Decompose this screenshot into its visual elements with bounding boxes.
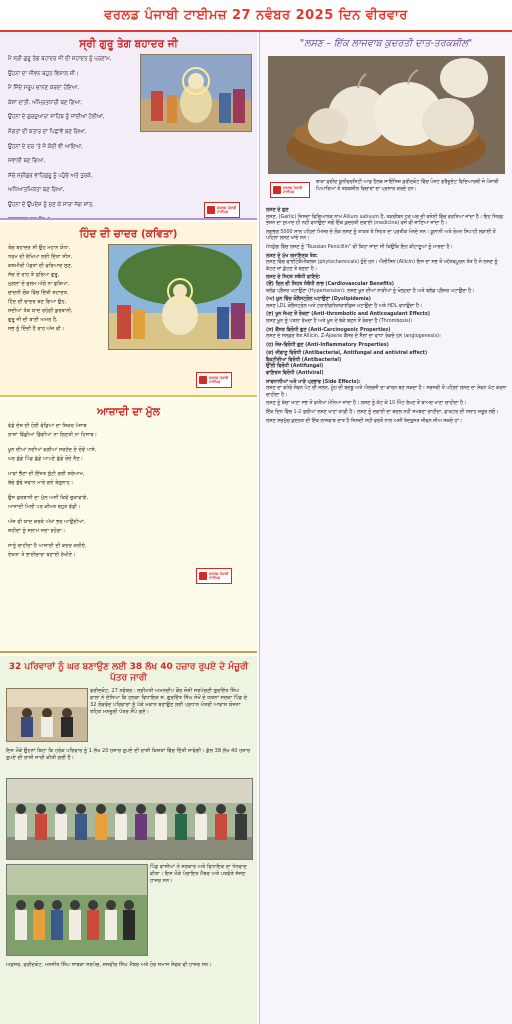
- poem-line: ਸਭ ਨੂੰ ਦਿੰਦੀ ਹੈ ਰਾਹ ਅੱਜ ਵੀ।: [8, 326, 65, 332]
- logo-mark-icon: [207, 206, 215, 214]
- poem-line: ਲਾਸ਼ਾਂ ਵਿੱਛੀਆਂ ਡਿੱਗੀਆਂ ਨਾ ਗਿਣਤੀ ਨਾ ਹਿਸਾਬ।: [8, 432, 98, 438]
- poem-line: ਸਦੀਆਂ ਤੱਕ ਯਾਦ ਰਹੇਗੀ ਕੁਰਬਾਨੀ,: [8, 308, 73, 314]
- poem-line: ਮੁਗਲਾਂ ਦੇ ਜ਼ੁਲਮ ਅੱਗੇ ਨਾ ਝੁਕਿਆ,: [8, 281, 70, 287]
- article-paragraph: ਲਸਣ ਨੂੰ ਕੱਚਾ ਖਾਣਾ ਸਭ ਤੋਂ ਵਧੀਆ ਮੰਨਿਆ ਜਾਂਦਾ ਹੈ। ਲਸਣ ਨੂੰ ਕੱਟ ਕੇ 10 ਮਿੰਟ ਰੱਖਣ ਤੋਂ ਬਾਅਦ ਖਾਣਾ ਚਾਹੀਦਾ ਹੈ।: [266, 401, 467, 407]
- publisher-logo: [196, 372, 232, 388]
- group-photo-1: [6, 778, 253, 860]
- article-title: ਹਿੰਦ ਦੀ ਚਾਦਰ (ਕਵਿਤਾ): [79, 228, 178, 240]
- guru-tree-painting-image: [108, 244, 252, 350]
- article-subheading: ਵਾਇਰਸ ਵਿਰੋਧੀ (Antiviral): [266, 371, 324, 377]
- poem-line: ਕੇਸਾਂ ਦਾਤੀ, ਅੰਮ੍ਰਿਤਧਾਰੀ ਬਣ ਗਿਆ,: [8, 99, 83, 106]
- logo-mark-icon: [199, 572, 207, 580]
- poem-line: ਸਵਾਲੀ ਬਣ ਗਿਆ,: [8, 158, 46, 165]
- poem-line: ਬੱਚੇ ਬੁੱਢੇ ਜਵਾਨ ਮਾਰੇ ਗਏ ਬੇਗੁਨਾਹ।: [8, 480, 74, 486]
- article-paragraph: ਲਸਣ ਦੇ ਸਲਫ਼ਰ ਤੱਤ Allicin, Z-Ajoene ਕੈਂਸਰ ਦੇ ਸੈੱਲਾਂ ਦਾ ਵਾਧਾ ਰੋਕਦੇ ਹਨ (angiogenesis)।: [266, 334, 441, 340]
- article-subheading: (ੲ) ਖੂਨ ਜੰਮਣ ਤੋਂ ਰੋਕਣਾ (Anti-thrombotic and Anticoagulant Effects): [266, 312, 430, 318]
- poem-line: ਚਾਂਦਨੀ ਚੌਕ ਵਿੱਚ ਦਿੱਤੀ ਸ਼ਹਾਦਤ,: [8, 290, 69, 296]
- article-subheading: ਲਸਣ ਦੇ ਗੁਣ: [266, 208, 289, 213]
- article-footer: [6, 962, 251, 971]
- poem-line: ਸ਼ਰਧਾਵਾਨ ਬਣ ਗਿਆ,: [8, 216, 52, 220]
- garlic-intro: ਬਾਕਾ ਫ਼ਰੀਦ ਯੂਨੀਵਰਸਿਟੀ ਆਫ਼ ਹੈਲਥ ਸਾਇੰਸਿਜ਼ ਫ਼ਰੀਦਕੋਟ ਵਿੱਚ ਪੋਸਟ ਗਰੈਜੂਏਟ ਵਿਦਿਆਰਥੀ ਜੋ ਪੰਜਾਬੀ ਪਿਆਰਿਆਂ ਤੇ ਤਰਕਸ਼ੀਲ ਵਿਚਾਰਾਂ ਦਾ ਪ੍ਰਸਾਰ ਕਰਦੇ ਹਨ।: [316, 180, 499, 192]
- logo-mark-icon: [199, 376, 207, 384]
- poem-body: [8, 245, 108, 333]
- poem-line: ਗੁਰੂ ਜੀ ਦੀ ਬਾਣੀ ਅਮਰ ਹੈ,: [8, 317, 58, 323]
- poem-line: ਏਕਤਾ ਤੇ ਭਾਈਚਾਰਾ ਬਣਾਈ ਰੱਖੀਏ।: [8, 552, 76, 558]
- article-side-text: [150, 864, 250, 887]
- article-paragraph: ਇੱਕ ਦਿਨ ਵਿੱਚ 1-2 ਤੁਰੀਆਂ ਲਸਣ ਖਾਣਾ ਕਾਫ਼ੀ ਹੈ। ਲਸਣ ਨੂੰ ਦਵਾਈ ਦਾ ਬਦਲ ਨਹੀਂ ਸਮਝਣਾ ਚਾਹੀਦਾ, ਡਾਕਟਰ ਦੀ ਸਲਾਹ ਜ਼ਰੂਰ ਲਓ।: [266, 410, 499, 416]
- article-subheading: ਲਸਣ ਦੇ ਸਿਹਤ ਸਬੰਧੀ ਫਾਇਦੇ:: [266, 275, 321, 281]
- article-body: [6, 748, 251, 764]
- article-paragraph: ਲਸਣ LDL ਕੋਲੈਸਟ੍ਰੋਲ ਅਤੇ ਟਰਾਈਗਲਿਸਰਾਈਡਜ਼ ਘਟਾਉਂਦਾ ਹੈ ਅਤੇ HDL ਵਧਾਉਂਦਾ ਹੈ।: [266, 303, 423, 309]
- article-subheading: ਸਾਵਧਾਨੀਆਂ ਅਤੇ ਮਾੜੇ ਪ੍ਰਭਾਵ (Side Effects):: [266, 379, 361, 385]
- logo-text: ਵਰਲਡ ਪੰਜਾਬੀ ਟਾਈਮਜ਼: [217, 206, 237, 214]
- article-subheading: (ਅ) ਖ਼ੂਨ ਵਿੱਚ ਕੋਲੈਸਟ੍ਰੋਲ ਘਟਾਉਣਾ (Dyslipidemia): [266, 297, 371, 303]
- poem-line: ਸੱਚੇ ਸ੍ਰੀਗੁਰ ਵਾਹਿਗੁਰੂ ਨੂੰ ਪਹੁੰਚੇ ਅਤੇ ਤੁਰਕੇ,: [8, 172, 93, 179]
- article-subheading: ਲਸਣ ਦੇ ਮੁੱਖ ਰਸਾਇਣਕ ਤੱਤ:: [266, 253, 318, 259]
- right-column: [259, 32, 512, 1024]
- left-column: [0, 32, 257, 1024]
- poem-line: ਉਹਨਾਂ ਦਾ ਜੀਵਨ ਬਹੁਤ ਵਿਸ਼ਾਲ ਸੀ।: [8, 70, 79, 77]
- poem-line: ਧਰਮ ਦੀ ਰੱਖਿਆ ਲਈ ਦਿੱਤਾ ਸੀਸ,: [8, 254, 73, 260]
- article-paragraph: ਲਸਣ ਸਚਮੁੱਚ ਕੁਦਰਤ ਦੀ ਇੱਕ ਲਾਜਵਾਬ ਦਾਤ ਹੈ ਜਿਸਦੀ ਸਹੀ ਵਰਤੋਂ ਨਾਲ ਅਸੀਂ ਤੰਦਰੁਸਤ ਜੀਵਨ ਜੀਅ ਸਕਦੇ ਹਾਂ।: [266, 418, 462, 424]
- article-title: ਆਜ਼ਾਦੀ ਦਾ ਮੁੱਲ: [97, 406, 160, 418]
- garlic-article-title: "ਲਸਣ – ਇੱਕ ਲਾਜਵਾਬ ਕੁਦਰਤੀ ਦਾਤ-ਤਰਕਸ਼ੀਲ": [299, 38, 473, 49]
- poem-line: ਖੂਨ ਦੀਆਂ ਨਦੀਆਂ ਵਗੀਆਂ ਸਰਹੱਦ ਦੇ ਦੋਵੇਂ ਪਾਸੇ,: [8, 447, 97, 453]
- poem-line: ਉਹਨਾਂ ਦੇ ਉਪਦੇਸ਼ ਨੂੰ ਸੁਣ ਕੇ ਸਾਰਾ ਜੱਗ ਸ਼ਾਂਤ,: [8, 201, 94, 208]
- article-housing-grants: [0, 656, 257, 1024]
- article-subheading: (ਕ) ਜੀਵਾਣੂ ਵਿਰੋਧੀ (Antibacterial, Antifungal and antiviral effect): [266, 351, 428, 357]
- garlic-image: [268, 56, 505, 174]
- article-paragraph: ਫਰੀਦਕੋਟ, 27 ਨਵੰਬਰ : ਸ੍ਰੀਮਤੀ ਅਮਨਦੀਪ ਕੌਰ ਜੋਸ਼ੀ ਸਰਪੰਚਣੀ ਗੁਰਦਿੱਤ ਸਿੰਘ ਵਾਲਾ ਨੇ ਦੱਸਿਆ ਕਿ ਹਲਕਾ ਵਿਧਾਇਕ ਸ. ਗੁਰਦਿੱਤ ਸਿੰਘ ਸੇਖੋਂ ਦੇ ਯਤਨਾਂ ਸਦਕਾ ਪਿੰਡ ਦੇ 32 ਲੋੜਵੰਦ ਪਰਿਵਾਰਾਂ ਨੂੰ ਪੱਕੇ ਮਕਾਨ ਬਣਾਉਣ ਲਈ ਪ੍ਰਧਾਨ ਮੰਤਰੀ ਆਵਾਸ ਯੋਜਨਾ ਤਹਿਤ ਮਨਜ਼ੂਰੀ ਪੱਤਰ ਸੌਂਪੇ ਗਏ।: [90, 688, 248, 715]
- poem-line: ਆਜ਼ਾਦੀ ਮਿਲੀ ਪਰ ਕੀਮਤ ਬਹੁਤ ਵੱਡੀ।: [8, 504, 81, 510]
- article-paragraph: ਮੱਧਯੁੱਗ ਵਿੱਚ ਲਸਣ ਨੂੰ "Russian Penicillin" ਵੀ ਕਿਹਾ ਜਾਂਦਾ ਸੀ ਕਿਉਂਕਿ ਇਹ ਕੀਟਾਣੂਆਂ ਨੂੰ ਮਾਰਦਾ ਹੈ।: [266, 244, 453, 250]
- article-subheading: (ਹ) ਸੋਜ਼-ਵਿਰੋਧੀ ਗੁਣ (Anti-Inflammatory Properties): [266, 342, 389, 348]
- masthead-title: ਵਰਲਡ ਪੰਜਾਬੀ ਟਾਈਮਜ਼ 27 ਨਵੰਬਰ 2025 ਦਿਨ ਵੀਰਵਾਰ: [104, 7, 408, 23]
- poem-line: ਸੰਗਤਾਂ ਦੀ ਕਤਾਰ ਦਾ ਪਿਛਾਵੇਂ ਬਣ ਗਿਆ,: [8, 128, 87, 135]
- article-paragraph: ਲਗਭਗ 5000 ਸਾਲ ਪਹਿਲਾਂ ਮਿਸਰ ਦੇ ਲੋਕ ਲਸਣ ਨੂੰ ਤਾਕਤ ਤੇ ਸਿਹਤ ਦਾ ਪ੍ਰਤੀਕ ਮੰਨਦੇ ਸਨ। ਯੂਨਾਨੀ ਅਤੇ ਰੋਮਨ ਸਿਪਾਹੀ ਲੜਾਈ ਤੋਂ ਪਹਿਲਾਂ ਲਸਣ ਖਾਂਦੇ ਸਨ।: [266, 229, 496, 242]
- publisher-logo: [270, 182, 310, 198]
- garlic-article-body: [266, 208, 507, 425]
- poem-line: ਕਸ਼ਮੀਰੀ ਪੰਡਤਾਂ ਦੀ ਫਰਿਆਦ ਸੁਣ,: [8, 263, 73, 269]
- poem-body: [8, 55, 143, 220]
- poem-line: ਉਸ ਕੁਰਬਾਨੀ ਦਾ ਮੁੱਲ ਅਸੀਂ ਕਿਵੇਂ ਚੁਕਾਵਾਂਗੇ,: [8, 495, 89, 501]
- article-azadi-da-mul: [0, 400, 257, 653]
- poem-line: ਮਾਵਾਂ ਭੈਣਾਂ ਦੀ ਇੱਜ਼ਤ ਲੁੱਟੀ ਗਈ ਸ਼ਰੇਆਮ,: [8, 471, 85, 477]
- logo-text: ਵਰਲਡ ਪੰਜਾਬੀ ਟਾਈਮਜ਼: [209, 376, 229, 384]
- logo-mark-icon: [273, 186, 281, 194]
- publisher-logo: [204, 202, 240, 218]
- article-subheading: ਬੈਕਟੀਰੀਆ ਵਿਰੋਧੀ (Antibacterial): [266, 357, 342, 363]
- poem-line: ਸ਼ਹੀਦਾਂ ਨੂੰ ਸਲਾਮ ਸਦਾ ਰਹੇਗਾ।: [8, 528, 66, 534]
- article-lede: [90, 688, 250, 718]
- poem-line: ਉਹਨਾਂ ਦੇ ਦਰ 'ਤੇ ਜੋ ਕੋਈ ਵੀ ਆਇਆ,: [8, 143, 83, 150]
- poem-line: ਹਿੰਦ ਦੀ ਚਾਦਰ ਬਣ ਗਿਆ ਉਹ,: [8, 299, 67, 305]
- poem-line: ਮੈਂ ਜਿੰਦੇ ਸਰੂਪ ਚਾਨਣ ਕਰਦਾ ਹੋਇਆ,: [8, 85, 80, 92]
- publisher-logo: [196, 568, 232, 584]
- article-paragraph: ਪਿੰਡ ਵਾਸੀਆਂ ਨੇ ਸਰਕਾਰ ਅਤੇ ਵਿਧਾਇਕ ਦਾ ਧੰਨਵਾਦ ਕੀਤਾ। ਇਸ ਮੌਕੇ ਪੰਚਾਇਤ ਮੈਂਬਰ ਅਤੇ ਪਤਵੰਤੇ ਸੱਜਣ ਹਾਜ਼ਰ ਸਨ।: [150, 864, 247, 884]
- poem-line: ਵੱਡੇ ਦੇਸ਼ ਦੀ ਹੋਈ ਵੰਡਿਆਂ ਦਾ ਜ਼ਿਕਰ ਪੰਜਾਬ: [8, 423, 87, 429]
- article-subheading: ਉੱਲੀ ਵਿਰੋਧੀ (Antifungal): [266, 364, 324, 370]
- article-subheading: (ਸ) ਕੈਂਸਰ ਵਿਰੋਧੀ ਗੁਣ (Anti-Carcinogenic Properties): [266, 327, 391, 333]
- logo-text: ਵਰਲਡ ਪੰਜਾਬੀ ਟਾਈਮਜ਼: [209, 572, 229, 580]
- masthead: [0, 0, 512, 32]
- poem-line: ਤੇਗ ਬਹਾਦਰ ਸੀ ਉਹ ਮਹਾਨ ਯੋਧਾ,: [8, 245, 71, 251]
- group-photo-2: [6, 864, 148, 956]
- poem-line: ਮੈਂ ਸ੍ਰੀ ਗੁਰੂ ਤੇਗ ਬਹਾਦਰ ਜੀ ਦੀ ਸ਼ਹਾਦਤ ਨੂੰ ਪ੍ਰਣਾਮ,: [8, 56, 112, 62]
- article-paragraph: ਲਸਣ ਵਿੱਚ ਫਾਈਟੋਕੈਮੀਕਲਜ਼ (phytochemicals) ਹੁੰਦੇ ਹਨ। ਐਲੀਸਿਨ (Allicin) ਇਸ ਦਾ ਸਭ ਤੋਂ ਮਹੱਤਵਪੂਰਨ ਤੱਤ ਹੈ ਜੋ ਲਸਣ ਨੂੰ ਕੱਟਣ ਜਾਂ ਕੁੱਟਣ ਤੇ ਬਣਦਾ ਹੈ।: [266, 260, 498, 272]
- poem-line: ਉਹਨਾਂ ਦੇ ਗੁਰਦੁਆਰਾ ਸਾਹਿਬ ਨੂੰ ਜਾਂਦੀਆਂ ਹੋਈਆਂ,: [8, 114, 105, 121]
- article-hind-di-chadar: [0, 222, 257, 397]
- logo-text: ਵਰਲਡ ਪੰਜਾਬੀ ਟਾਈਮਜ਼: [283, 186, 303, 194]
- guru-painting-image: [140, 54, 252, 132]
- poem-line: ਘਰ ਛੱਡੇ ਪਿੰਡ ਛੱਡੇ ਆਪਣੇ ਛੱਡੇ ਰੋਂਦੇ ਨੈਣ।: [8, 456, 84, 462]
- poem-line: ਅਧਿਆਤਮਿਕਤਾ ਬਣ ਗਿਆ,: [8, 187, 65, 194]
- poem-line: ਅੱਜ ਵੀ ਯਾਦ ਕਰਕੇ ਅੱਖਾਂ ਭਰ ਆਉਂਦੀਆਂ,: [8, 519, 86, 525]
- article-paragraph: ਲਸਣ ਖੂਨ ਨੂੰ ਪਤਲਾ ਰੱਖਦਾ ਹੈ ਅਤੇ ਖੂਨ ਦੇ ਥੱਕੇ ਬਣਨ ਤੋਂ ਰੋਕਦਾ ਹੈ (Thrombosis)।: [266, 318, 413, 324]
- article-paragraph: ਲਸਣ ਦਾ ਵਧੇਰੇ ਸੇਵਨ ਪੇਟ ਦੀ ਜਲਨ, ਮੂੰਹ ਦੀ ਬਦਬੂ ਅਤੇ ਐਲਰਜੀ ਦਾ ਕਾਰਨ ਬਣ ਸਕਦਾ ਹੈ। ਸਰਜਰੀ ਤੋਂ ਪਹਿਲਾਂ ਲਸਣ ਦਾ ਸੇਵਨ ਘੱਟ ਕਰਨਾ ਚਾਹੀਦਾ ਹੈ।: [266, 386, 507, 398]
- article-subheading: (ੳ) ਦਿਲ ਦੀ ਸਿਹਤ ਸੰਬੰਧੀ ਲਾਭ (Cardiovascular Benefits): [266, 281, 394, 287]
- article-paragraph: ਅਫ਼ਸਰ, ਫਰੀਦਕੋਟ, ਮਨਜੀਤ ਸਿੰਘ ਸਾਬਕਾ ਸਰਪੰਚ, ਜਸਵੀਰ ਸਿੰਘ ਮੈਂਬਰ ਅਤੇ ਹੋਰ ਸਮਾਜ ਸੇਵਕ ਵੀ ਹਾਜ਼ਰ ਸਨ।: [6, 962, 212, 968]
- article-paragraph: ਲਸਣ, (Garlic) ਜਿਸਦਾ ਵਿਗਿਆਨਕ ਨਾਮ Allium sativum ਹੈ, ਤਕਰੀਬਨ ਹਰ ਘਰ ਦੀ ਰਸੋਈ ਵਿੱਚ ਵਰਤਿਆ ਜਾਂਦਾ ਹੈ। ਇਹ ਸਿਰਫ਼ ਭੋਜਨ ਦਾ ਸੁਆਦ ਹੀ ਨਹੀਂ ਵਧਾਉਂਦਾ ਸਗੋਂ ਇੱਕ ਕੁਦਰਤੀ ਦਵਾਈ (medicine) ਵਜੋਂ ਵੀ ਜਾਣਿਆ ਜਾਂਦਾ ਹੈ।: [266, 214, 503, 227]
- poem-body: [8, 423, 188, 559]
- ceremony-photo-1: [6, 688, 88, 742]
- poem-line: ਸੱਚ ਦੇ ਰਾਹ ਤੇ ਤੁਰਿਆ ਗੁਰੂ,: [8, 272, 60, 278]
- poem-line: ਸਾਨੂੰ ਚਾਹੀਦਾ ਹੈ ਆਜ਼ਾਦੀ ਦੀ ਕਦਰ ਕਰੀਏ,: [8, 543, 87, 549]
- article-title: ਸ੍ਰੀ ਗੁਰੂ ਤੇਗ ਬਹਾਦਰ ਜੀ: [79, 38, 178, 50]
- article-paragraph: ਇਸ ਮੌਕੇ ਉਹਨਾਂ ਕਿਹਾ ਕਿ ਹਰੇਕ ਪਰਿਵਾਰ ਨੂੰ 1 ਲੱਖ 20 ਹਜ਼ਾਰ ਰੁਪਏ ਦੀ ਰਾਸ਼ੀ ਕਿਸ਼ਤਾਂ ਵਿੱਚ ਦਿੱਤੀ ਜਾਵੇਗੀ। ਕੁੱਲ 38 ਲੱਖ 40 ਹਜ਼ਾਰ ਰੁਪਏ ਦੀ ਰਾਸ਼ੀ ਜਾਰੀ ਕੀਤੀ ਗਈ ਹੈ।: [6, 748, 251, 761]
- article-paragraph: ਬਲੱਡ ਪ੍ਰੈਸ਼ਰ ਘਟਾਉਣਾ (Hypertension): ਲਸਣ ਖੂਨ ਦੀਆਂ ਨਾੜੀਆਂ ਨੂੰ ਖੋਲ੍ਹਦਾ ਹੈ ਅਤੇ ਬਲੱਡ ਪ੍ਰੈਸ਼ਰ ਘਟਾਉਂਦਾ ਹੈ।: [266, 288, 475, 294]
- article-title: 32 ਪਰਿਵਾਰਾਂ ਨੂੰ ਘਰ ਬਣਾਉਣ ਲਈ 38 ਲੱਖ 40 ਹਜ਼ਾਰ ਰੁਪਏ ਦੇ ਮੰਜ਼ੂਰੀ ਪੱਤਰ ਜਾਰੀ: [8, 662, 249, 683]
- article-guru-tegh-bahadur: [0, 32, 257, 220]
